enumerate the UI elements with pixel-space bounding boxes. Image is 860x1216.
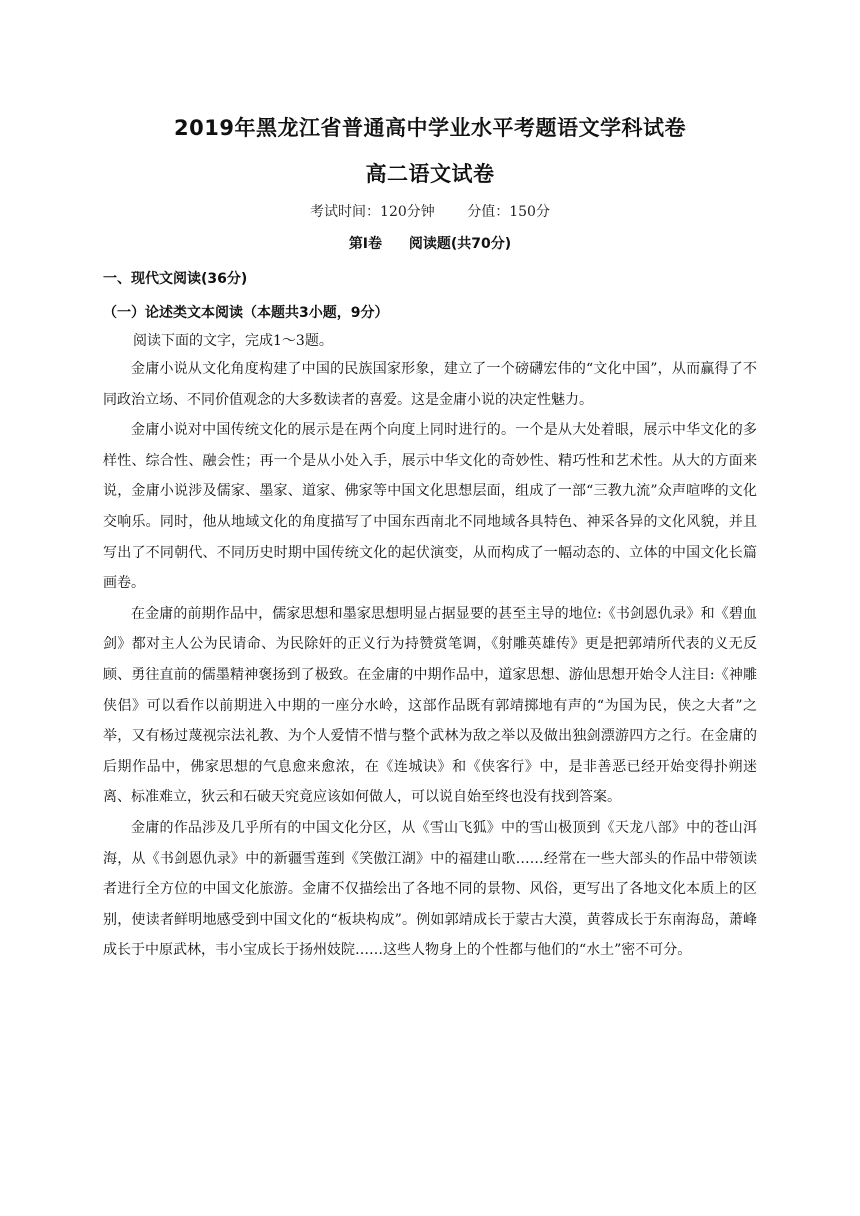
article-body [103,354,757,966]
paragraph: 金庸的作品涉及几乎所有的中国文化分区，从《雪山飞狐》中的雪山极顶到《天龙八部》中的苍山洱海，从《书剑恩仇录》中的新疆雪莲到《笑傲江湖》中的福建山歌……经常在一些大部头的作品中带领读者进行全方位的中国文化旅游。金庸不仅描绘出了各地不同的景物、风俗，更写出了各地文化本质上的区别，使读者鲜明地感受到中国文化的“板块构成”。例如郭靖成长于蒙古大漠，黄蓉成长于东南海岛，萧峰成长于中原武林，韦小宝成长于扬州妓院……这些人物身上的个性都与他们的“水土”密不可分。 [103,819,757,959]
part-name: 阅读题(共70分) [408,236,512,252]
subsection-heading: （一）论述类文本阅读（本题共3小题，9分） [103,305,389,321]
paragraph: 金庸小说对中国传统文化的展示是在两个向度上同时进行的。一个是从大处着眼，展示中华文化的多样性、综合性、融会性；再一个是从小处入手，展示中华文化的奇妙性、精巧性和艺术性。从大的方面来说，金庸小说涉及儒家、墨家、道家、佛家等中国文化思想层面，组成了一部“三教九流”众声喧哗的文化交响乐。同时，他从地域文化的角度描写了中国东西南北不同地域各具特色、神采各异的文化风貌，并且写出了不同朝代、不同历史时期中国传统文化的起伏演变，从而构成了一幅动态的、立体的中国文化长篇画卷。 [103,422,757,592]
document-subtitle: 高二语文试卷 [365,162,495,186]
paragraph: 金庸小说从文化角度构建了中国的民族国家形象，建立了一个磅礴宏伟的“文化中国”，从而赢得了不同政治立场、不同价值观念的大多数读者的喜爱。这是金庸小说的决定性魅力。 [103,361,757,408]
section-heading: 一、现代文阅读(36分) [103,271,248,287]
paragraph: 在金庸的前期作品中，儒家思想和墨家思想明显占据显要的甚至主导的地位:《书剑恩仇录》和《碧血剑》都对主人公为民请命、为民除奸的正义行为持赞赏笔调，《射雕英雄传》更是把郭靖所代表的义无反顾、勇往直前的儒墨精神褒扬到了极致。在金庸的中期作品中，道家思想、游仙思想开始令人注目:《神雕侠侣》可以看作以前期进入中期的一座分水岭，这部作品既有郭靖掷地有声的“为国为民，侠之大者”之举，又有杨过蔑视宗法礼教、为个人爱情不惜与整个武林为敌之举以及做出独剑漂游四方之行。在金庸的后期作品中，佛家思想的气息愈来愈浓，在《连城诀》和《侠客行》中，是非善恶已经开始变得扑朔迷离、标准难立，狄云和石破天究竟应该如何做人，可以说自始至终也没有找到答案。 [103,605,757,806]
exam-time: 考试时间：120分钟 [310,204,435,220]
part-title [0,233,860,253]
exam-info [0,201,860,221]
part-label: 第Ⅰ卷 [348,236,383,252]
exam-score: 分值：150分 [467,204,550,220]
reading-instruction: 阅读下面的文字，完成1～3题。 [133,333,333,349]
document-title: 2019年黑龙江省普通高中学业水平考题语文学科试卷 [174,116,686,140]
